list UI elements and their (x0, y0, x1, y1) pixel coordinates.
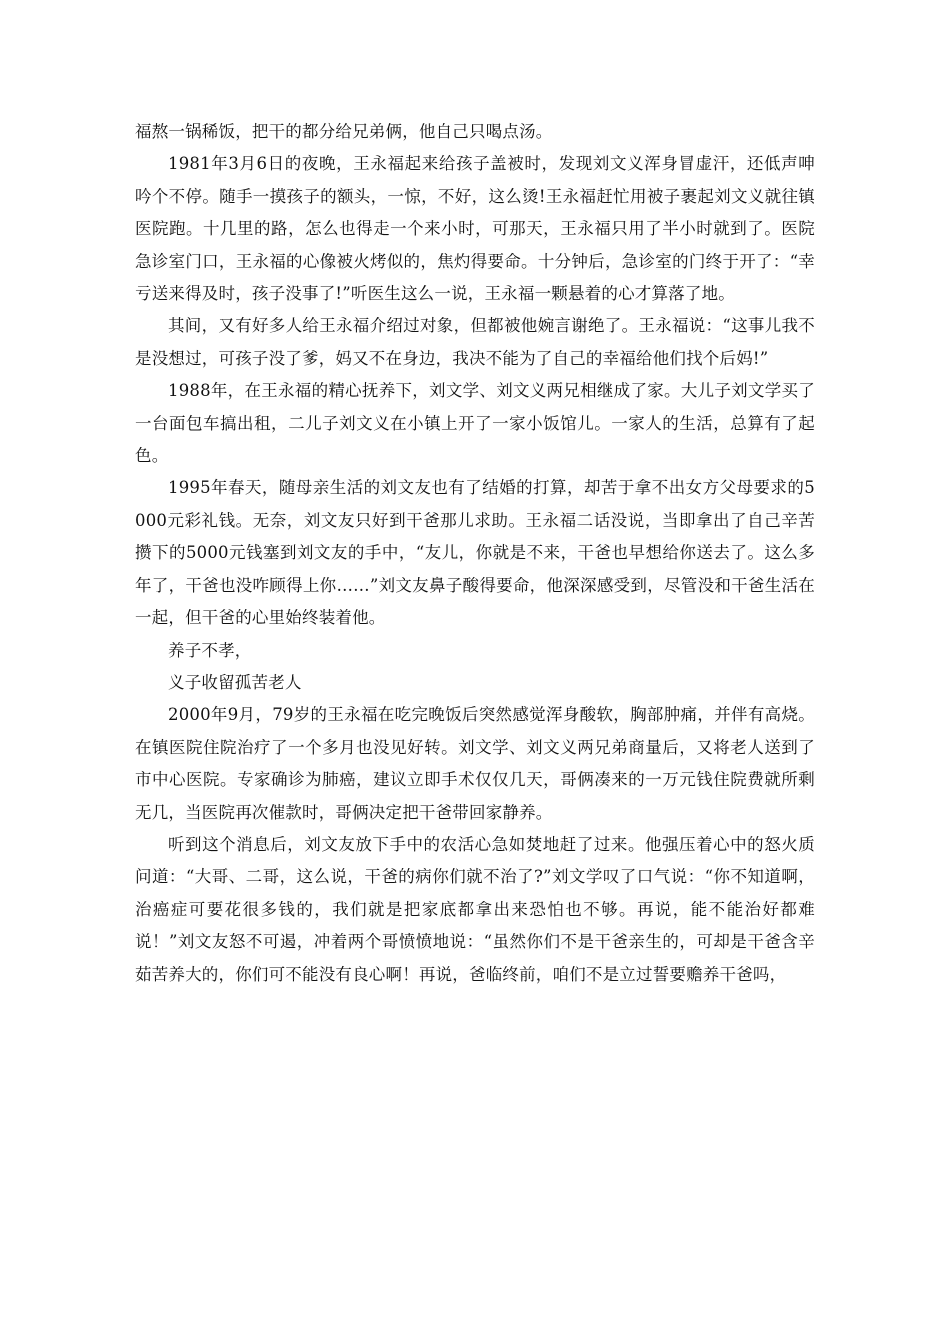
paragraph-confrontation: 听到这个消息后，刘文友放下手中的农活心急如焚地赶了过来。他强压着心中的怒火质问道：“大哥、二哥，这么说，干爸的病你们就不治了?”刘文学叹了口气说：“你不知道啊，治癌症可要花很多钱的，我们就是把家底都拿出来恐怕也不够。再说，能不能治好都难说！”刘文友怒不可遏，冲着两个哥愤愤地说：“虽然你们不是干爸亲生的，可却是干爸含辛茹苦养大的，你们可不能没有良心啊！再说，爸临终前，咱们不是立过誓要赡养干爸吗， (135, 834, 815, 984)
section-heading-line-1: 养子不孝， (168, 640, 252, 660)
paragraph-matchmaking: 其间，又有好多人给王永福介绍过对象，但都被他婉言谢绝了。王永福说：“这事儿我不是没想过，可孩子没了爹，妈又不在身边，我决不能为了自己的幸福给他们找个后妈!” (135, 316, 815, 368)
section-heading-line-2: 义子收留孤苦老人 (168, 672, 302, 692)
document-body (135, 116, 815, 991)
paragraph-1988: 1988年，在王永福的精心抚养下，刘文学、刘文义两兄相继成了家。大儿子刘文学买了一台面包车搞出租，二儿子刘文义在小镇上开了一家小饭馆儿。一家人的生活，总算有了起色。 (135, 381, 815, 466)
paragraph-1981-night: 1981年3月6日的夜晚，王永福起来给孩子盖被时，发现刘文义浑身冒虚汗，还低声呻吟个不停。随手一摸孩子的额头，一惊，不好，这么烫!王永福赶忙用被子裹起刘文义就往镇医院跑。十几里的路，怎么也得走一个来小时，可那天，王永福只用了半小时就到了。医院急诊室门口，王永福的心像被火烤似的，焦灼得要命。十分钟后，急诊室的门终于开了：“幸亏送来得及时，孩子没事了!”听医生这么一说，王永福一颗悬着的心才算落了地。 (135, 154, 815, 304)
paragraph-continuation: 福熬一锅稀饭，把干的都分给兄弟俩，他自己只喝点汤。 (135, 122, 553, 141)
paragraph-2000: 2000年9月，79岁的王永福在吃完晚饭后突然感觉浑身酸软，胸部肿痛，并伴有高烧。在镇医院住院治疗了一个多月也没见好转。刘文学、刘文义两兄弟商量后，又将老人送到了市中心医院。专家确诊为肺癌，建议立即手术仅仅几天，哥俩凑来的一万元钱住院费就所剩无几，当医院再次催款时，哥俩决定把干爸带回家静养。 (135, 705, 815, 822)
paragraph-1995: 1995年春天，随母亲生活的刘文友也有了结婚的打算，却苦于拿不出女方父母要求的5000元彩礼钱。无奈，刘文友只好到干爸那儿求助。王永福二话没说，当即拿出了自己辛苦攒下的5000元钱塞到刘文友的手中，“友儿，你就是不来，干爸也早想给你送去了。这么多年了，干爸也没咋顾得上你……”刘文友鼻子酸得要命，他深深感受到，尽管没和干爸生活在一起，但干爸的心里始终装着他。 (135, 478, 815, 628)
